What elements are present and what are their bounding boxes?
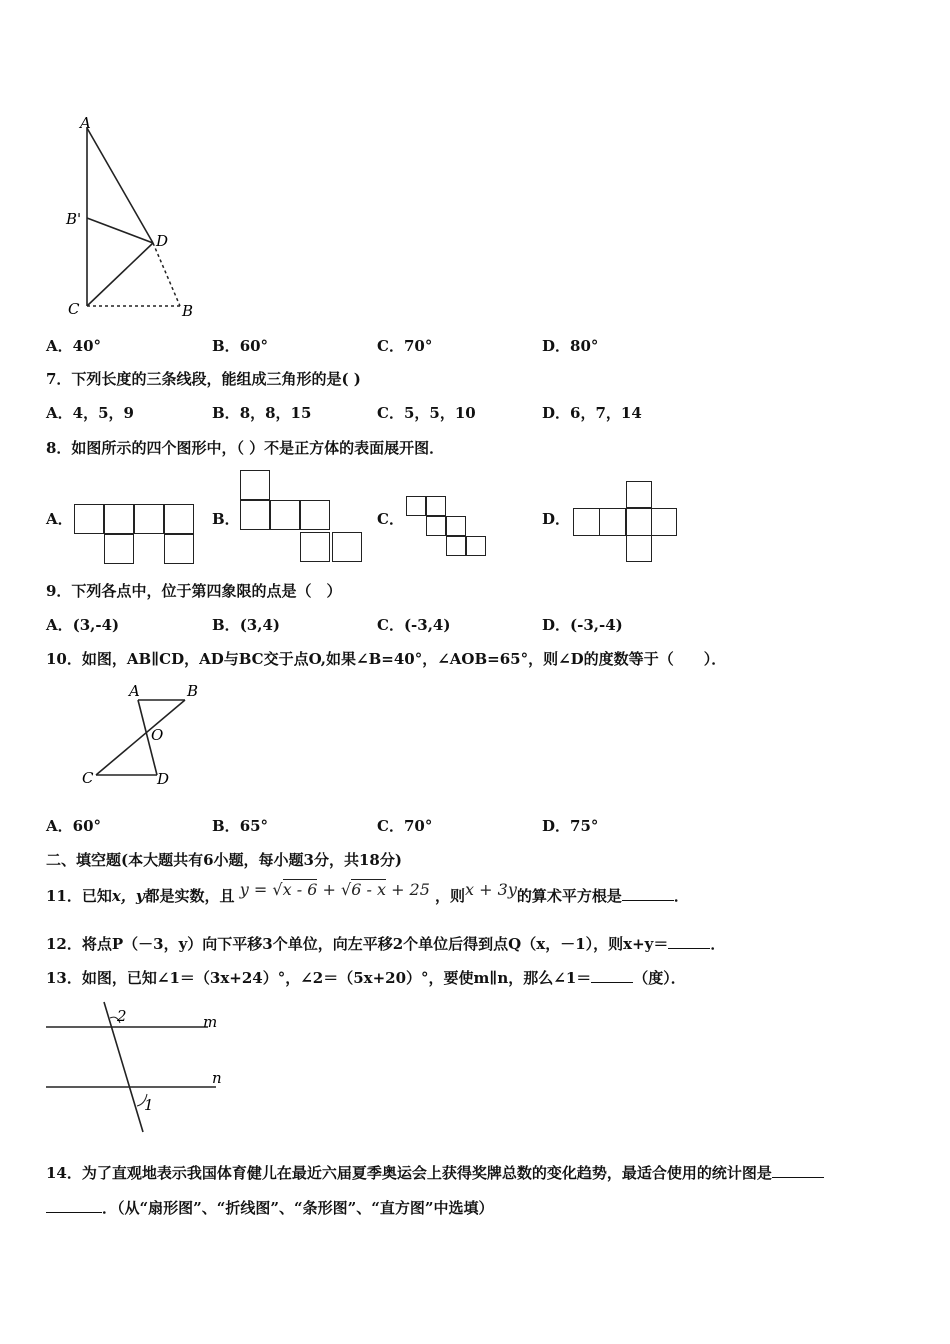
q7-option-d[interactable]: D．6，7，14 [542,404,642,422]
q11-formula: y = √x - 6 + √6 - x + 25 [239,880,430,899]
q13-label-2: 2 [117,1007,127,1025]
q7-option-a[interactable]: A．4，5，9 [46,404,134,422]
q12-answer-blank[interactable] [668,934,710,949]
q8-net-c [406,496,488,562]
q8-net-b [240,470,366,564]
q13-answer-blank[interactable] [591,968,633,983]
q8-net-d [573,481,679,563]
q11-answer-blank[interactable] [622,886,674,901]
q8-option-a[interactable]: A． [46,510,73,528]
q10-option-d[interactable]: D．75° [542,817,599,835]
q11-line: 11．已知x，y都是实数，且 y = √x - 6 + √6 - x + 25 ，则x + 3y的算术平方根是 ． [46,880,689,905]
q8-net-a [74,504,196,566]
q7-stem: 7．下列长度的三条线段，能组成三角形的是( ) [46,370,361,388]
q9-option-c[interactable]: C．(-3,4) [377,616,451,634]
q12-line: 12．将点P（－3，y）向下平移3个单位，向左平移2个单位后得到点Q（x，－1），则x+y＝ ． [46,935,726,953]
q8-option-d[interactable]: D． [542,510,571,528]
q6-option-d[interactable]: D．80° [542,337,599,355]
q7-option-c[interactable]: C．5，5，10 [377,404,476,422]
q11-mid: 都是实数，且 [144,887,235,905]
q13-figure [40,998,240,1138]
q7-option-b[interactable]: B．8，8，15 [212,404,312,422]
q6-option-c[interactable]: C．70° [377,337,433,355]
q11-then: ，则 [435,887,466,905]
q6-label-c: C [68,300,80,318]
q6-label-d: D [156,232,169,250]
q6-option-b[interactable]: B．60° [212,337,269,355]
q8-option-b[interactable]: B． [212,510,240,528]
q10-label-b: B [187,682,199,700]
q11-vars: x，y [111,887,145,905]
q6-triangle-figure [60,108,210,328]
q14-answer-blank-1[interactable] [772,1163,824,1178]
q13-line: 13．如图，已知∠1＝（3x+24）°，∠2＝（5x+20）°，要使m∥n，那么∠1＝ （度）． [46,969,686,987]
q10-option-a[interactable]: A．60° [46,817,102,835]
q14-line2: ．（从“扇形图”、“折线图”、“条形图”、“直方图”中选填） [46,1198,494,1218]
q6-label-b: B [182,302,194,320]
q9-stem: 9．下列各点中，位于第四象限的点是（ ） [46,582,342,600]
q10-label-o: O [151,726,164,744]
q11-prefix: 11．已知 [46,887,112,905]
q6-option-a[interactable]: A．40° [46,337,102,355]
q10-stem: 10．如图，AB∥CD，AD与BC交于点O,如果∠B=40°，∠AOB=65°，则∠D的度数等于（ ）． [46,650,727,668]
q10-label-d: D [157,770,170,788]
q10-label-a: A [129,682,140,700]
q10-figure [75,680,215,790]
q10-option-b[interactable]: B．65° [212,817,269,835]
q10-option-c[interactable]: C．70° [377,817,433,835]
q8-stem: 8．如图所示的四个图形中，（ ）不是正方体的表面展开图． [46,439,445,457]
q13-label-n: n [212,1069,222,1087]
q10-label-c: C [82,769,94,787]
section2-heading: 二、填空题(本大题共有6小题，每小题3分，共18分) [46,851,402,869]
q14-answer-blank-2[interactable] [46,1198,102,1213]
q6-label-bprime: B' [66,210,82,228]
q11-suffix: 的算术平方根是 [516,887,622,905]
q11-expr: x + 3y [465,880,517,899]
q14-line1: 14．为了直观地表示我国体育健儿在最近六届夏季奥运会上获得奖牌总数的变化趋势，最适合使用的统计图是 [46,1163,824,1183]
q13-label-1: 1 [144,1096,154,1114]
q13-label-m: m [203,1013,218,1031]
q9-option-b[interactable]: B．(3,4) [212,616,280,634]
q9-option-a[interactable]: A．(3,-4) [46,616,120,634]
q6-label-a: A [80,114,91,132]
q8-option-c[interactable]: C． [377,510,404,528]
q9-option-d[interactable]: D．(-3,-4) [542,616,623,634]
